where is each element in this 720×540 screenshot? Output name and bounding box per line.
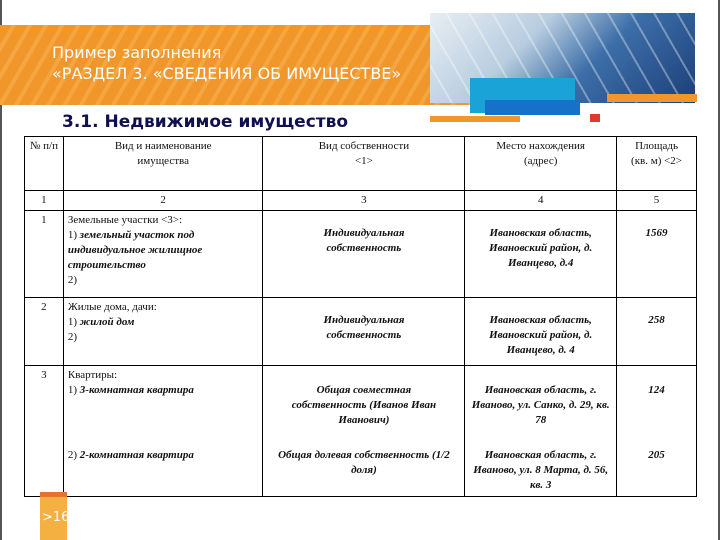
area: 258 <box>617 298 697 366</box>
header-cell: Вид собственности <1> <box>263 137 465 191</box>
item-label: 1) <box>67 229 80 241</box>
item-value: жилой дом <box>79 316 135 328</box>
decor-block <box>485 100 580 115</box>
ownership: Индивидуальная собственность <box>263 298 465 366</box>
col-number: 1 <box>25 191 64 211</box>
category: Земельные участки <3>: <box>67 214 183 226</box>
table-row <box>25 366 697 497</box>
row-number: 3 <box>25 366 64 497</box>
area: 1569 <box>617 211 697 298</box>
table-row <box>25 298 697 366</box>
item-label: 1) <box>67 316 80 328</box>
property-table <box>24 136 697 497</box>
decor-bar <box>607 94 697 102</box>
page-number: >16 <box>40 492 67 540</box>
slide-title <box>52 42 401 84</box>
area: 124 <box>648 384 665 396</box>
header-cell: Площадь (кв. м) <2> <box>617 137 697 191</box>
header-cell: Вид и наименование имущества <box>63 137 263 191</box>
item-label: 1) <box>67 384 80 396</box>
item-label: 2) <box>67 274 78 286</box>
address-cell <box>465 366 617 497</box>
item-label: 2) <box>67 449 80 461</box>
ownership: Индивидуальная собственность <box>263 211 465 298</box>
category: Жилые дома, дачи: <box>67 301 157 313</box>
table-row <box>25 211 697 298</box>
decor-square <box>590 114 600 122</box>
title-line: «РАЗДЕЛ 3. «СВЕДЕНИЯ ОБ ИМУЩЕСТВЕ» <box>52 64 402 83</box>
col-number: 2 <box>63 191 263 211</box>
title-line: Пример заполнения <box>52 43 222 62</box>
address: Ивановская область, Ивановский район, д. Иванцево, д. 4 <box>465 298 617 366</box>
col-number: 3 <box>263 191 465 211</box>
section-subtitle: 3.1. Недвижимое имущество <box>62 112 349 132</box>
item-value: земельный участок под индивидуальное жилищное строительство <box>67 229 203 271</box>
property-cell <box>63 298 263 366</box>
decor-bar <box>430 116 520 122</box>
property-cell <box>63 211 263 298</box>
area-cell <box>617 366 697 497</box>
col-number: 5 <box>617 191 697 211</box>
address: Ивановская область, г. Иваново, ул. 8 Марта, д. 56, кв. 3 <box>473 449 609 491</box>
column-number-row <box>25 191 697 211</box>
header-cell: Место нахождения (адрес) <box>465 137 617 191</box>
address: Ивановская область, Ивановский район, д. Иванцево, д.4 <box>465 211 617 298</box>
address: Ивановская область, г. Иваново, ул. Санко, д. 29, кв. 78 <box>471 384 610 426</box>
col-number: 4 <box>465 191 617 211</box>
ownership: Общая долевая собственность (1/2 доля) <box>278 449 450 476</box>
property-cell <box>63 366 263 497</box>
ownership-cell <box>263 366 465 497</box>
header-row <box>25 137 697 191</box>
item-value: 2-комнатная квартира <box>79 449 194 461</box>
item-value: 3-комнатная квартира <box>79 384 194 396</box>
row-number: 1 <box>25 211 64 298</box>
category: Квартиры: <box>67 369 118 381</box>
row-number: 2 <box>25 298 64 366</box>
header-cell: № п/п <box>25 137 64 191</box>
item-label: 2) <box>67 331 78 343</box>
ownership: Общая совместная собственность (Иванов Иван Иванович) <box>291 384 437 426</box>
area: 205 <box>648 449 665 461</box>
